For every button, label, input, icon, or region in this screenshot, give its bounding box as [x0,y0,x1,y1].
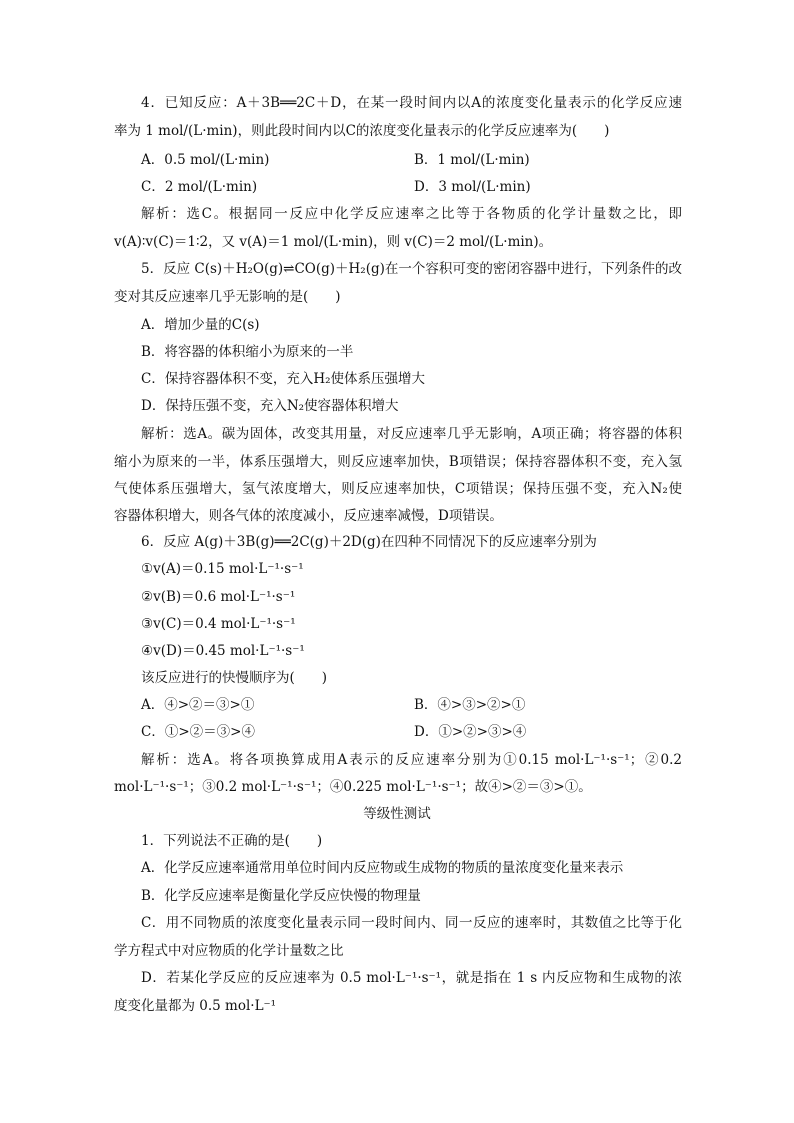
q6-case-2: ②v(B)＝0.6 mol·L⁻¹·s⁻¹ [141,589,296,605]
q5-stem-line2: 变对其反应速率几乎无影响的是( ) [114,289,341,305]
q4-option-a: A．0.5 mol/(L·min) [141,152,270,168]
q6-question: 该反应进行的快慢顺序为( ) [141,670,328,686]
q4-stem-line2: 率为 1 mol/(L·min)，则此段时间内以C的浓度变化量表示的化学反应速率为( ) [114,123,610,139]
q5-stem-line1: 5．反应 C(s)＋H₂O(g)⇌CO(g)＋H₂(g)在一个容积可变的密闭容器中进行，下列条件的改 [141,261,682,277]
q4-option-c: C．2 mol/(L·min) [141,179,258,195]
q6-case-4: ④v(D)＝0.45 mol·L⁻¹·s⁻¹ [141,643,305,659]
q6-analysis-line1: 解析：选A。将各项换算成用A表示的反应速率分别为①0.15 mol·L⁻¹·s⁻¹；②0.2 [141,752,682,768]
q6-analysis-line2: mol·L⁻¹·s⁻¹；③0.2 mol·L⁻¹·s⁻¹；④0.225 mol·L⁻¹·s⁻¹；故④>②＝③>①。 [114,779,592,795]
test-q1-option-a: A．化学反应速率通常用单位时间内反应物或生成物的物质的量浓度变化量来表示 [141,860,624,876]
q5-option-c: C．保持容器体积不变，充入H₂使体系压强增大 [141,371,426,387]
q6-option-a: A．④>②＝③>① [141,697,255,713]
q6-case-3: ③v(C)＝0.4 mol·L⁻¹·s⁻¹ [141,616,296,632]
q6-case-1: ①v(A)＝0.15 mol·L⁻¹·s⁻¹ [141,561,304,577]
test-q1-option-b: B．化学反应速率是衡量化学反应快慢的物理量 [141,888,421,904]
q5-option-a: A．增加少量的C(s) [141,317,260,333]
q5-analysis-line2: 缩小为原来的一半，体系压强增大，则反应速率加快，B项错误；保持容器体积不变，充入氢 [114,454,682,470]
q4-option-d: D．3 mol/(L·min) [414,179,531,195]
test-q1-option-d-line1: D．若某化学反应的反应速率为 0.5 mol·L⁻¹·s⁻¹，就是指在 1 s 内反应物和生成物的浓 [141,970,682,986]
test-q1-stem: 1．下列说法不正确的是( ) [141,833,323,849]
q5-analysis-line1: 解析：选A。碳为固体，改变其用量，对反应速率几乎无影响，A项正确；将容器的体积 [141,426,682,442]
section-title: 等级性测试 [363,806,431,822]
test-q1-option-c-line2: 学方程式中对应物质的化学计量数之比 [114,943,344,959]
q5-option-b: B．将容器的体积缩小为原来的一半 [141,344,354,360]
q4-analysis-line2: v(A)∶v(C)＝1∶2，又 v(A)＝1 mol/(L·min)，则 v(C)＝2 mol/(L·min)。 [114,234,553,250]
q6-stem: 6．反应 A(g)＋3B(g)══2C(g)＋2D(g)在四种不同情况下的反应速率分别为 [141,534,597,550]
q6-option-d: D．①>②>③>④ [414,724,527,740]
q6-option-c: C．①>②＝③>④ [141,724,255,740]
q4-analysis-line1: 解析：选C。根据同一反应中化学反应速率之比等于各物质的化学计量数之比，即 [141,206,682,222]
q4-stem-line1: 4．已知反应：A＋3B══2C＋D，在某一段时间内以A的浓度变化量表示的化学反应速 [141,95,682,111]
q6-option-b: B．④>③>②>① [414,697,526,713]
test-q1-option-c-line1: C．用不同物质的浓度变化量表示同一段时间内、同一反应的速率时，其数值之比等于化 [141,915,682,931]
test-q1-option-d-line2: 度变化量都为 0.5 mol·L⁻¹ [114,998,277,1014]
q5-analysis-line3: 气使体系压强增大，氢气浓度增大，则反应速率加快，C项错误；保持压强不变，充入N₂使 [114,481,682,497]
q4-option-b: B．1 mol/(L·min) [414,152,530,168]
q5-option-d: D．保持压强不变，充入N₂使容器体积增大 [141,398,399,414]
q5-analysis-line4: 容器体积增大，则各气体的浓度减小，反应速率减慢，D项错误。 [114,508,503,524]
